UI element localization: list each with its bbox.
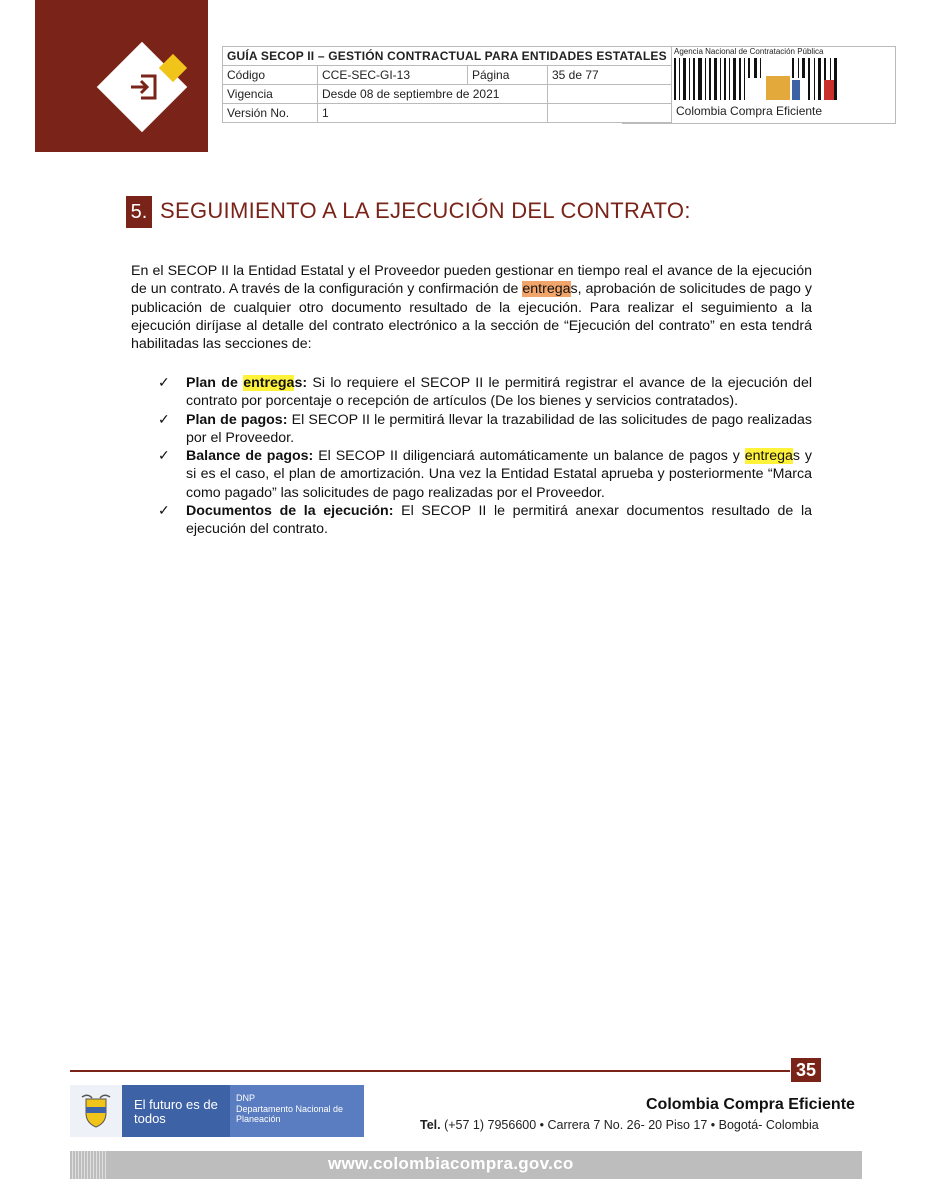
check-icon: ✓ — [158, 503, 170, 520]
vigencia-value: Desde 08 de septiembre de 2021 — [318, 85, 548, 104]
list-item: ✓ Balance de pagos: El SECOP II diligenciará automáticamente un balance de pagos y entregas y si es el caso, el plan de amortización. Una vez la Entidad Estatal aprueba y posteriormente “Marca como pagado” las solicitudes de pago realizadas por el Proveedor. — [158, 448, 812, 501]
dnp-abbr: DNP — [236, 1093, 256, 1103]
highlight-entrega: entrega — [522, 281, 571, 298]
footer-cce-name: Colombia Compra Eficiente — [646, 1096, 855, 1113]
brand-block — [35, 0, 208, 152]
section-number: 5. — [126, 196, 152, 228]
section-title: SEGUIMIENTO A LA EJECUCIÓN DEL CONTRATO: — [160, 198, 691, 223]
coat-of-arms — [70, 1085, 122, 1137]
government-logo — [70, 1085, 364, 1137]
dnp-logo — [230, 1085, 364, 1137]
document-meta-table — [222, 46, 672, 123]
page-number: 35 — [791, 1058, 821, 1082]
list-item: ✓ Documentos de la ejecución: El SECOP II le permitirá anexar documentos resultado de la ejecución del contrato. — [158, 503, 812, 538]
intro-paragraph: En el SECOP II la Entidad Estatal y el Proveedor pueden gestionar en tiempo real el avance de la ejecución de un contrato. A través de la configuración y confirmación de entregas, aprobación de solicitudes de pago y publicación de cualquier otro documento resultado de la ejecución. Para realizar el seguimiento a la ejecución diríjase al detalle del contrato electrónico a la sección de “Ejecución del contrato” en esta tendrá habilitadas las secciones de: — [131, 263, 812, 353]
check-icon: ✓ — [158, 375, 170, 391]
cce-logo — [622, 46, 896, 124]
version-value: 1 — [318, 104, 548, 123]
logo-name: Colombia Compra Eficiente — [676, 104, 823, 118]
barcode-icon — [674, 58, 840, 100]
check-icon: ✓ — [158, 448, 170, 465]
pagina-label: Página — [468, 66, 548, 85]
coat-of-arms-icon — [80, 1093, 112, 1129]
pagina-value: 35 de 77 — [548, 66, 672, 85]
sections-list — [158, 374, 812, 539]
contact-info: Tel. (+57 1) 7956600 • Carrera 7 No. 26- 20 Piso 17 • Bogotá- Colombia — [420, 1118, 819, 1132]
enter-icon — [127, 70, 161, 104]
list-item: ✓ Plan de pagos: El SECOP II le permitirá llevar la trazabilidad de las solicitudes de pago realizadas por el Proveedor. — [158, 411, 812, 446]
vigencia-label: Vigencia — [223, 85, 318, 104]
version-label: Versión No. — [223, 104, 318, 123]
list-item: ✓ Plan de entregas: Si lo requiere el SECOP II le permitirá registrar el avance de la ejecución del contrato por porcentaje o recepción de artículos (De los bienes y servicios contratados). — [158, 375, 812, 410]
codigo-label: Código — [223, 66, 318, 85]
check-icon: ✓ — [158, 411, 170, 428]
footer-divider — [70, 1070, 790, 1072]
dnp-name: Departamento Nacional de Planeación — [236, 1103, 344, 1124]
website-link[interactable]: www.colombiacompra.gov.co — [328, 1154, 574, 1173]
agency-name: Agencia Nacional de Contratación Pública — [674, 47, 824, 56]
government-slogan: El futuro es de todos — [134, 1097, 218, 1126]
website-bar — [70, 1151, 862, 1179]
doc-title: GUÍA SECOP II – GESTIÓN CONTRACTUAL PARA ENTIDADES ESTATALES — [223, 47, 672, 66]
codigo-value: CCE-SEC-GI-13 — [318, 66, 468, 85]
stripes-decoration — [70, 1151, 110, 1179]
